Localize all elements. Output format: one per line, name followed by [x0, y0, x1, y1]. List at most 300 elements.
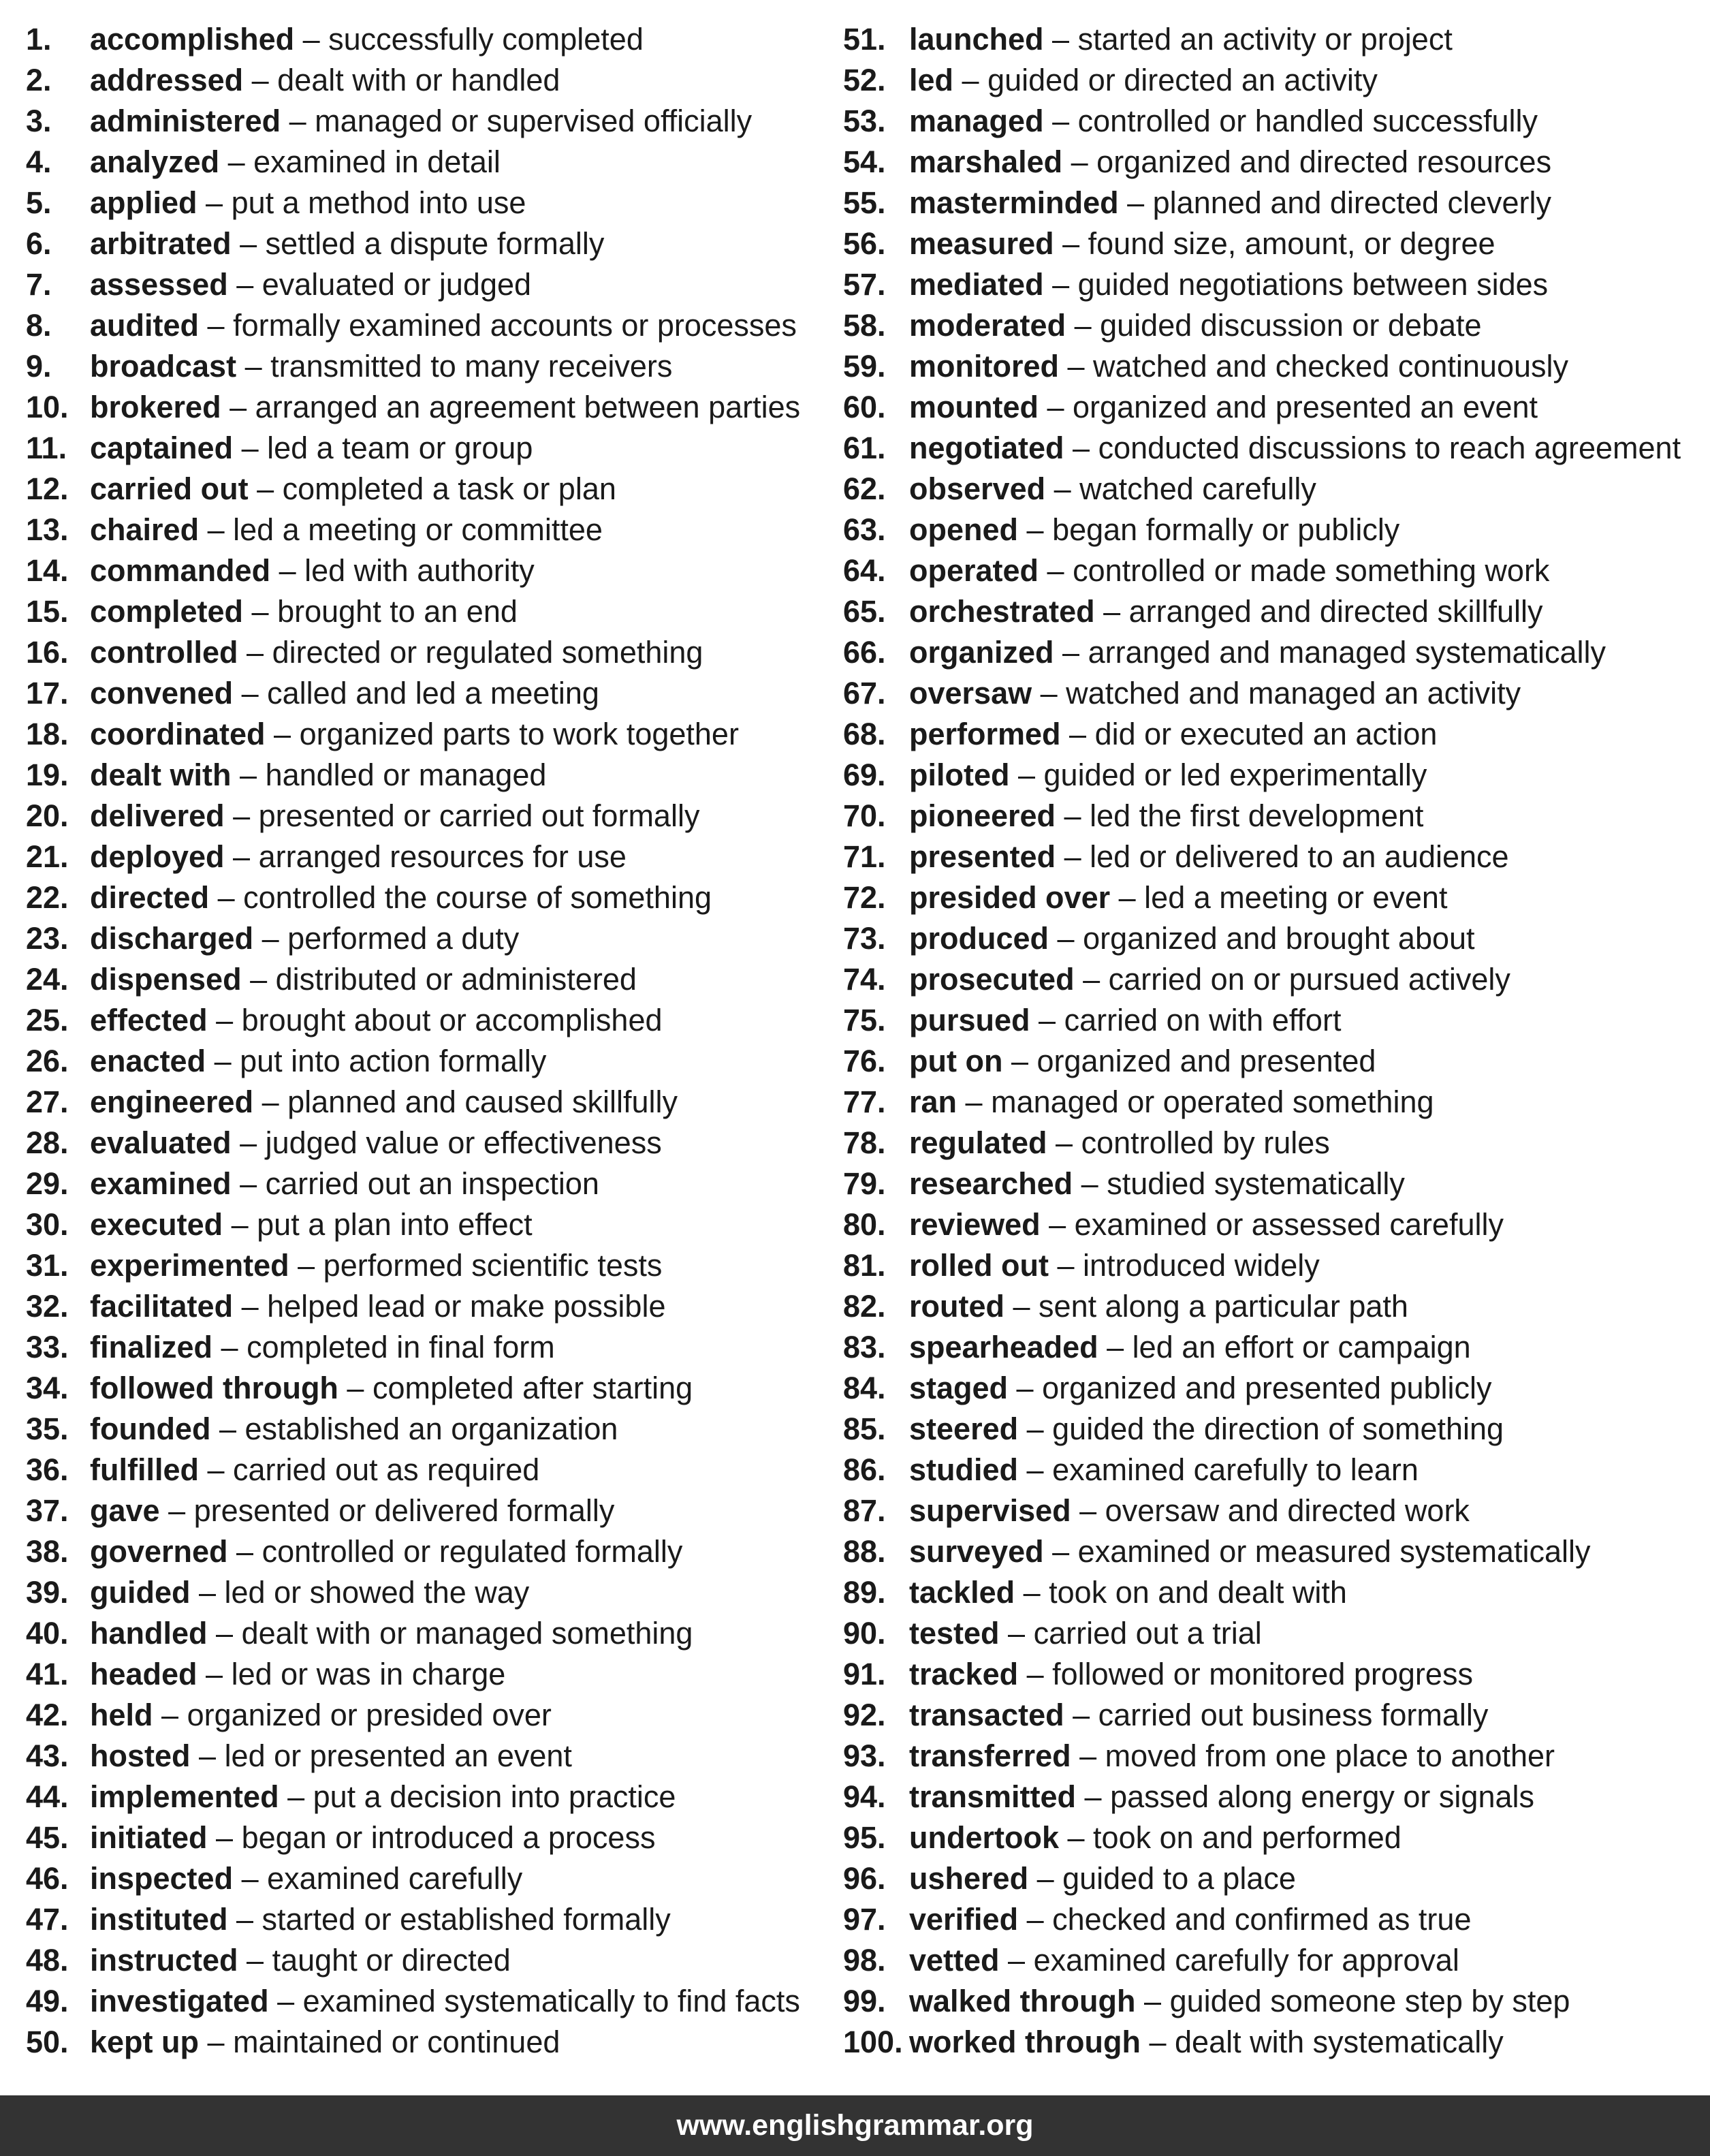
- item-term: followed through: [90, 1371, 338, 1405]
- item-number: 17.: [26, 676, 69, 710]
- item-term: administered: [90, 104, 281, 138]
- item-term: spearheaded: [909, 1330, 1098, 1364]
- item-term: assessed: [90, 267, 228, 302]
- item-number: 82.: [843, 1289, 886, 1324]
- list-item: [26, 1613, 829, 1654]
- item-text: [909, 101, 1538, 142]
- item-definition: arranged resources for use: [258, 839, 627, 874]
- item-separator: –: [153, 1698, 187, 1732]
- item-number: 26.: [26, 1044, 69, 1078]
- item-term: founded: [90, 1411, 211, 1446]
- item-separator: –: [279, 1779, 313, 1814]
- item-term: pursued: [909, 1003, 1030, 1037]
- item-definition: controlled the course of something: [243, 880, 712, 915]
- list-item: [843, 1286, 1694, 1327]
- item-number: 9.: [26, 349, 52, 384]
- list-item: [843, 1123, 1694, 1163]
- item-definition: arranged and managed systematically: [1088, 635, 1606, 670]
- item-term: executed: [90, 1207, 223, 1242]
- item-text: [90, 1777, 676, 1817]
- item-separator: –: [224, 839, 259, 874]
- item-term: negotiated: [909, 431, 1064, 465]
- list-item: [26, 1777, 829, 1817]
- item-term: launched: [909, 22, 1044, 57]
- item-number: 52.: [843, 63, 886, 97]
- item-term: audited: [90, 308, 200, 343]
- item-definition: directed or regulated something: [272, 635, 703, 670]
- item-text: [909, 223, 1495, 264]
- item-definition: followed or monitored progress: [1052, 1657, 1473, 1691]
- item-number: 86.: [843, 1452, 886, 1487]
- item-text: [90, 1736, 572, 1777]
- item-number: 84.: [843, 1371, 886, 1405]
- item-text: [909, 755, 1427, 796]
- item-separator: –: [231, 1125, 266, 1160]
- list-item: [26, 1409, 829, 1450]
- item-number: 25.: [26, 1003, 69, 1037]
- item-definition: began or introduced a process: [241, 1820, 656, 1855]
- list-item: [26, 1450, 829, 1490]
- item-term: orchestrated: [909, 594, 1095, 629]
- item-term: arbitrated: [90, 226, 232, 261]
- item-text: [90, 1817, 655, 1858]
- item-separator: –: [199, 512, 234, 547]
- item-text: [909, 510, 1399, 550]
- list-item: [26, 1123, 829, 1163]
- item-text: [90, 796, 699, 837]
- list-item: [843, 1817, 1694, 1858]
- list-item: [26, 1736, 829, 1777]
- item-separator: –: [1008, 1371, 1043, 1405]
- item-text: [909, 19, 1453, 60]
- list-item: [26, 877, 829, 918]
- item-number: 32.: [26, 1289, 69, 1324]
- item-text: [909, 1531, 1590, 1572]
- list-item: [26, 1531, 829, 1572]
- item-term: inspected: [90, 1861, 234, 1896]
- item-term: managed: [909, 104, 1044, 138]
- item-separator: –: [212, 1330, 247, 1364]
- item-definition: presented or carried out formally: [258, 798, 700, 833]
- item-term: captained: [90, 431, 234, 465]
- item-text: [909, 2022, 1504, 2063]
- item-term: brokered: [90, 390, 221, 424]
- list-item: [26, 60, 829, 101]
- list-item: [26, 591, 829, 632]
- item-text: [909, 1123, 1330, 1163]
- item-number: 10.: [26, 390, 69, 424]
- item-number: 23.: [26, 921, 69, 956]
- item-term: presided over: [909, 880, 1111, 915]
- item-definition: found size, amount, or degree: [1088, 226, 1495, 261]
- list-item: [843, 591, 1694, 632]
- item-separator: –: [1062, 144, 1097, 179]
- list-item: [843, 1654, 1694, 1695]
- item-text: [90, 1123, 662, 1163]
- item-separator: –: [224, 798, 259, 833]
- item-separator: –: [221, 390, 255, 424]
- item-separator: –: [1048, 1248, 1083, 1283]
- item-number: 12.: [26, 471, 69, 506]
- item-term: mediated: [909, 267, 1044, 302]
- item-definition: controlled by rules: [1081, 1125, 1330, 1160]
- item-definition: successfully completed: [328, 22, 644, 57]
- item-term: rolled out: [909, 1248, 1049, 1283]
- item-term: staged: [909, 1371, 1009, 1405]
- item-number: 63.: [843, 512, 886, 547]
- item-separator: –: [207, 1616, 242, 1651]
- list-item: [843, 142, 1694, 183]
- item-number: 22.: [26, 880, 69, 915]
- list-item: [26, 755, 829, 796]
- item-number: 33.: [26, 1330, 69, 1364]
- list-item: [26, 1981, 829, 2022]
- item-separator: –: [268, 1984, 303, 2018]
- item-text: [90, 1368, 693, 1409]
- item-definition: maintained or continued: [233, 2025, 560, 2059]
- list-column-right: [843, 19, 1694, 2063]
- item-term: finalized: [90, 1330, 213, 1364]
- item-term: directed: [90, 880, 210, 915]
- list-item: [26, 428, 829, 469]
- item-term: tracked: [909, 1657, 1019, 1691]
- list-item: [26, 223, 829, 264]
- item-separator: –: [209, 880, 244, 915]
- item-text: [90, 1981, 800, 2022]
- item-separator: –: [210, 1411, 245, 1446]
- item-text: [90, 264, 531, 305]
- item-term: delivered: [90, 798, 225, 833]
- item-term: investigated: [90, 1984, 269, 2018]
- item-number: 53.: [843, 104, 886, 138]
- item-term: governed: [90, 1534, 228, 1569]
- item-separator: –: [953, 63, 988, 97]
- item-number: 35.: [26, 1411, 69, 1446]
- item-definition: led or was in charge: [231, 1657, 506, 1691]
- item-separator: –: [265, 717, 300, 751]
- item-separator: –: [1073, 1166, 1107, 1201]
- item-definition: organized and directed resources: [1096, 144, 1552, 179]
- item-number: 57.: [843, 267, 886, 302]
- item-text: [90, 1572, 529, 1613]
- item-number: 51.: [843, 22, 886, 57]
- item-definition: led or presented an event: [224, 1738, 572, 1773]
- list-item: [26, 1858, 829, 1899]
- item-term: led: [909, 63, 954, 97]
- item-term: discharged: [90, 921, 254, 956]
- item-separator: –: [227, 1902, 262, 1937]
- list-item: [843, 632, 1694, 673]
- item-separator: –: [1064, 431, 1098, 465]
- item-text: [909, 1695, 1488, 1736]
- item-number: 71.: [843, 839, 886, 874]
- item-definition: watched and managed an activity: [1066, 676, 1521, 710]
- item-number: 20.: [26, 798, 69, 833]
- item-term: regulated: [909, 1125, 1047, 1160]
- item-term: held: [90, 1698, 153, 1732]
- item-separator: –: [159, 1493, 194, 1528]
- list-item: [843, 264, 1694, 305]
- item-term: vetted: [909, 1943, 1000, 1978]
- item-number: 74.: [843, 962, 886, 997]
- item-text: [909, 1490, 1470, 1531]
- list-item: [26, 1082, 829, 1123]
- footer-url[interactable]: www.englishgrammar.org: [676, 2109, 1034, 2142]
- item-term: measured: [909, 226, 1054, 261]
- list-item: [843, 1695, 1694, 1736]
- list-item: [843, 1613, 1694, 1654]
- item-term: piloted: [909, 757, 1010, 792]
- item-term: put on: [909, 1044, 1003, 1078]
- item-text: [90, 19, 644, 60]
- item-definition: completed in final form: [247, 1330, 555, 1364]
- item-separator: –: [1018, 1657, 1053, 1691]
- item-number: 37.: [26, 1493, 69, 1528]
- item-text: [909, 1082, 1434, 1123]
- item-definition: brought to an end: [277, 594, 518, 629]
- item-text: [90, 714, 739, 755]
- item-number: 13.: [26, 512, 69, 547]
- item-text: [909, 1286, 1408, 1327]
- item-term: commanded: [90, 553, 271, 588]
- list-item: [26, 1327, 829, 1368]
- item-term: engineered: [90, 1084, 254, 1119]
- item-separator: –: [1040, 1207, 1075, 1242]
- item-separator: –: [957, 1084, 992, 1119]
- item-text: [909, 918, 1475, 959]
- item-term: opened: [909, 512, 1019, 547]
- item-text: [90, 346, 672, 387]
- item-definition: guided discussion or debate: [1100, 308, 1482, 343]
- list-item: [843, 755, 1694, 796]
- item-text: [909, 1163, 1405, 1204]
- item-definition: carried out an inspection: [265, 1166, 599, 1201]
- item-separator: –: [1043, 267, 1078, 302]
- item-text: [909, 1613, 1262, 1654]
- item-term: observed: [909, 471, 1046, 506]
- list-item: [843, 1940, 1694, 1981]
- item-separator: –: [1004, 1289, 1039, 1324]
- item-term: headed: [90, 1657, 197, 1691]
- item-number: 72.: [843, 880, 886, 915]
- item-separator: –: [243, 63, 278, 97]
- item-definition: watched carefully: [1079, 471, 1316, 506]
- item-separator: –: [1049, 921, 1083, 956]
- item-separator: –: [1032, 676, 1066, 710]
- list-item: [26, 183, 829, 223]
- item-separator: –: [190, 1575, 225, 1610]
- item-definition: controlled or regulated formally: [262, 1534, 683, 1569]
- item-separator: –: [190, 1738, 225, 1773]
- list-item: [843, 1204, 1694, 1245]
- item-text: [90, 1082, 678, 1123]
- item-definition: examined or assessed carefully: [1074, 1207, 1504, 1242]
- item-text: [90, 1000, 663, 1041]
- item-separator: –: [1043, 22, 1078, 57]
- item-term: transferred: [909, 1738, 1071, 1773]
- item-separator: –: [1066, 308, 1101, 343]
- item-separator: –: [241, 962, 276, 997]
- list-item: [26, 1899, 829, 1940]
- item-number: 59.: [843, 349, 886, 384]
- item-definition: distributed or administered: [275, 962, 637, 997]
- list-item: [843, 510, 1694, 550]
- item-definition: planned and caused skillfully: [287, 1084, 678, 1119]
- list-item: [843, 183, 1694, 223]
- item-definition: carried on with effort: [1064, 1003, 1342, 1037]
- item-number: 7.: [26, 267, 52, 302]
- item-term: examined: [90, 1166, 232, 1201]
- item-text: [90, 1858, 522, 1899]
- item-number: 92.: [843, 1698, 886, 1732]
- item-definition: carried out business formally: [1098, 1698, 1489, 1732]
- item-number: 5.: [26, 185, 52, 220]
- item-number: 76.: [843, 1044, 886, 1078]
- list-item: [843, 2022, 1694, 2063]
- list-item: [26, 1000, 829, 1041]
- item-text: [909, 305, 1482, 346]
- item-term: surveyed: [909, 1534, 1044, 1569]
- item-text: [909, 1940, 1459, 1981]
- item-text: [90, 550, 535, 591]
- item-term: prosecuted: [909, 962, 1075, 997]
- list-item: [26, 346, 829, 387]
- item-text: [909, 714, 1437, 755]
- list-item: [843, 1041, 1694, 1082]
- item-term: applied: [90, 185, 197, 220]
- item-term: accomplished: [90, 22, 295, 57]
- item-definition: evaluated or judged: [262, 267, 532, 302]
- item-definition: brought about or accomplished: [241, 1003, 663, 1037]
- item-term: tested: [909, 1616, 1000, 1651]
- item-definition: presented or delivered formally: [193, 1493, 615, 1528]
- list-item: [843, 1000, 1694, 1041]
- item-definition: managed or operated something: [991, 1084, 1434, 1119]
- item-text: [909, 1858, 1296, 1899]
- item-number: 68.: [843, 717, 886, 751]
- item-separator: –: [338, 1371, 373, 1405]
- item-term: walked through: [909, 1984, 1136, 2018]
- item-number: 60.: [843, 390, 886, 424]
- item-number: 58.: [843, 308, 886, 343]
- item-separator: –: [233, 1289, 268, 1324]
- list-item: [843, 714, 1694, 755]
- item-number: 8.: [26, 308, 52, 343]
- item-definition: put a plan into effect: [257, 1207, 533, 1242]
- list-item: [26, 1695, 829, 1736]
- item-number: 30.: [26, 1207, 69, 1242]
- item-definition: led a meeting or event: [1144, 880, 1448, 915]
- item-text: [90, 673, 599, 714]
- item-number: 70.: [843, 798, 886, 833]
- item-text: [90, 591, 518, 632]
- item-term: gave: [90, 1493, 160, 1528]
- item-separator: –: [1018, 1452, 1053, 1487]
- item-term: moderated: [909, 308, 1066, 343]
- item-term: broadcast: [90, 349, 237, 384]
- item-separator: –: [231, 1166, 266, 1201]
- item-term: instructed: [90, 1943, 238, 1978]
- item-term: routed: [909, 1289, 1004, 1324]
- item-number: 27.: [26, 1084, 69, 1119]
- item-number: 45.: [26, 1820, 69, 1855]
- item-number: 97.: [843, 1902, 886, 1937]
- item-number: 100.: [843, 2025, 903, 2059]
- item-number: 99.: [843, 1984, 886, 2018]
- list-item: [26, 632, 829, 673]
- item-number: 28.: [26, 1125, 69, 1160]
- item-definition: guided or directed an activity: [987, 63, 1378, 97]
- item-separator: –: [1018, 1902, 1053, 1937]
- item-separator: –: [1043, 1534, 1078, 1569]
- item-text: [90, 1245, 662, 1286]
- item-text: [90, 1327, 555, 1368]
- item-definition: carried on or pursued actively: [1108, 962, 1510, 997]
- list-item: [26, 1163, 829, 1204]
- item-definition: transmitted to many receivers: [270, 349, 673, 384]
- item-text: [90, 959, 637, 1000]
- item-text: [90, 1163, 599, 1204]
- item-separator: –: [233, 431, 268, 465]
- item-number: 55.: [843, 185, 886, 220]
- item-definition: studied systematically: [1107, 1166, 1405, 1201]
- item-definition: established an organization: [244, 1411, 618, 1446]
- item-number: 1.: [26, 22, 52, 57]
- item-separator: –: [1140, 2025, 1175, 2059]
- list-item: [26, 959, 829, 1000]
- item-text: [90, 387, 800, 428]
- item-text: [90, 1940, 511, 1981]
- item-text: [90, 183, 526, 223]
- item-number: 75.: [843, 1003, 886, 1037]
- item-separator: –: [1002, 1044, 1037, 1078]
- item-text: [909, 469, 1316, 510]
- item-number: 96.: [843, 1861, 886, 1896]
- item-definition: carried out as required: [233, 1452, 540, 1487]
- item-term: organized: [909, 635, 1054, 670]
- item-number: 14.: [26, 553, 69, 588]
- item-number: 38.: [26, 1534, 69, 1569]
- item-number: 24.: [26, 962, 69, 997]
- item-number: 78.: [843, 1125, 886, 1160]
- item-text: [909, 837, 1509, 877]
- item-separator: –: [199, 308, 234, 343]
- item-term: oversaw: [909, 676, 1032, 710]
- list-item: [843, 877, 1694, 918]
- list-item: [26, 1572, 829, 1613]
- list-item: [843, 1450, 1694, 1490]
- item-definition: led a meeting or committee: [233, 512, 603, 547]
- item-text: [909, 877, 1447, 918]
- item-definition: dealt with systematically: [1175, 2025, 1504, 2059]
- item-term: chaired: [90, 512, 200, 547]
- item-number: 65.: [843, 594, 886, 629]
- item-text: [909, 591, 1542, 632]
- item-text: [90, 142, 501, 183]
- item-separator: –: [197, 185, 232, 220]
- item-term: presented: [909, 839, 1056, 874]
- list-item: [26, 1041, 829, 1082]
- list-item: [26, 1368, 829, 1409]
- item-number: 15.: [26, 594, 69, 629]
- item-definition: put a decision into practice: [313, 1779, 676, 1814]
- item-term: addressed: [90, 63, 244, 97]
- item-text: [90, 1613, 693, 1654]
- list-item: [843, 346, 1694, 387]
- list-item: [26, 1817, 829, 1858]
- item-definition: examined in detail: [253, 144, 501, 179]
- item-term: fulfilled: [90, 1452, 199, 1487]
